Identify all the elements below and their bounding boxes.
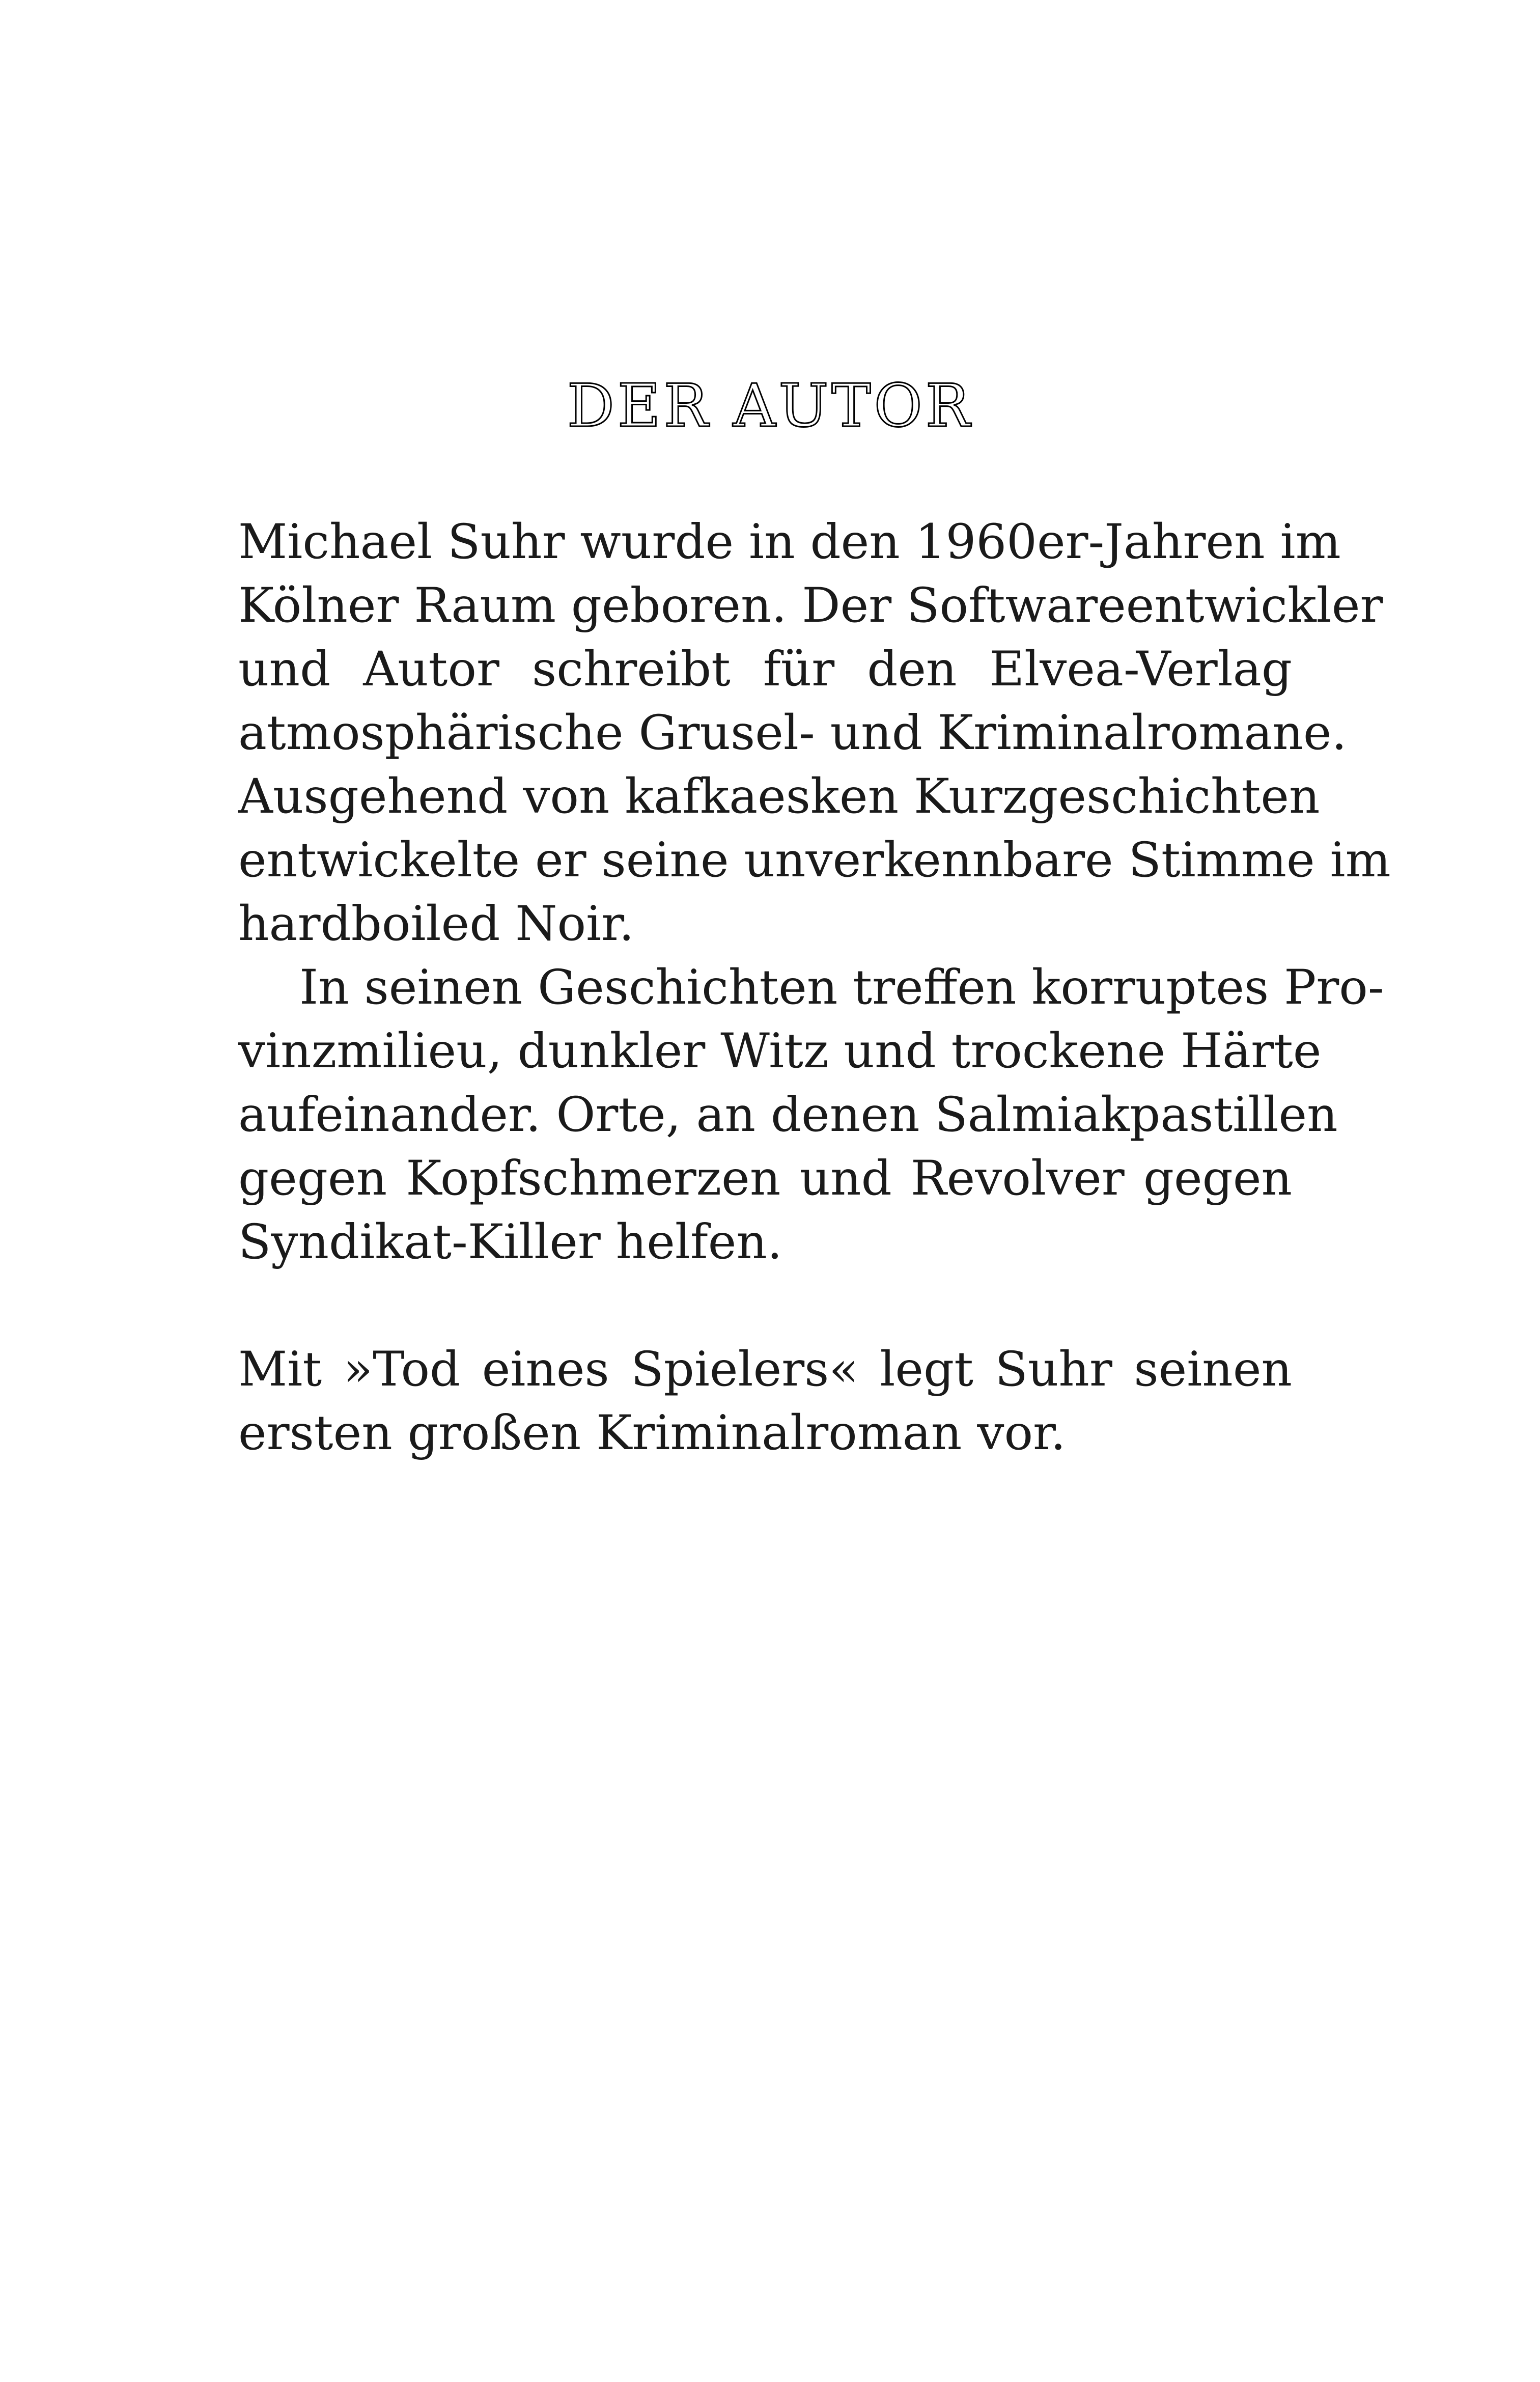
text-line: Kölner Raum geboren. Der Softwareentwickler [238, 578, 1383, 633]
text-line: In seinen Geschichten treffen korruptes Pro- [299, 960, 1384, 1015]
text-line: aufeinander. Orte, an denen Salmiakpastillen [238, 1087, 1338, 1143]
page-title: DER AUTOR [567, 372, 973, 440]
text-line: Mit »Tod eines Spielers« legt Suhr seinen [238, 1342, 1292, 1397]
text-line: atmosphärische Grusel- und Kriminalromane. [238, 705, 1347, 761]
text-line: ersten großen Kriminalroman vor. [238, 1405, 1066, 1461]
bio-paragraph-1 [238, 510, 1391, 956]
text-line: hardboiled Noir. [238, 896, 634, 952]
paragraph-spacer [238, 1274, 1292, 1338]
author-bio [238, 510, 1391, 1465]
text-line: gegen Kopfschmerzen und Revolver gegen [238, 1151, 1292, 1206]
text-line: und Autor schreibt für den Elvea-Verlag [238, 642, 1292, 697]
text-line: vinzmilieu, dunkler Witz und trockene Härte [238, 1023, 1322, 1079]
bio-paragraph-2 [238, 956, 1384, 1274]
text-line: Syndikat-Killer helfen. [238, 1214, 782, 1270]
text-line: Ausgehend von kafkaesken Kurzgeschichten [238, 769, 1320, 824]
text-line: Michael Suhr wurde in den 1960er-Jahren im [238, 514, 1341, 570]
bio-paragraph-3 [238, 1338, 1292, 1465]
text-line: entwickelte er seine unverkennbare Stimme im [238, 833, 1391, 888]
